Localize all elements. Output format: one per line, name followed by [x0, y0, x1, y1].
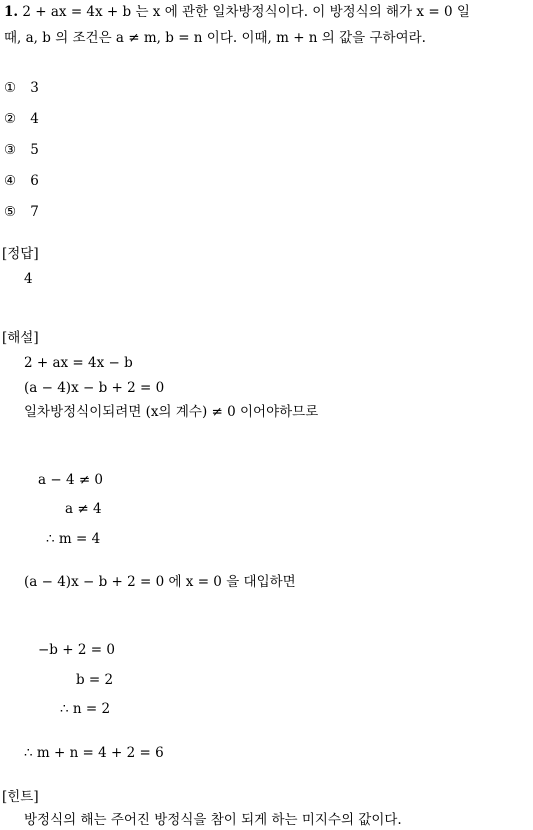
- choice-5-value: 7: [30, 204, 39, 220]
- explanation-line-2: (a − 4)x − b + 2 = 0: [24, 380, 165, 396]
- problem-line-1: [4, 2, 470, 22]
- choice-5-mark: ⑤: [4, 204, 17, 220]
- explanation-line-6: ∴ m = 4: [46, 531, 101, 547]
- explanation-line-1: 2 + ax = 4x − b: [24, 355, 133, 371]
- answer-value: 4: [24, 271, 33, 287]
- problem-text-1: 2 + ax = 4x + b 는 x 에 관한 일차방정식이다. 이 방정식의 해가 x = 0 일: [22, 4, 470, 20]
- choice-1-mark: ①: [4, 80, 17, 96]
- explanation-line-8: −b + 2 = 0: [38, 642, 115, 658]
- choice-3-value: 5: [30, 142, 39, 158]
- answer-label: [정답]: [2, 246, 39, 262]
- choice-4[interactable]: [4, 171, 39, 191]
- explanation-line-5: a ≠ 4: [65, 501, 102, 517]
- explanation-line-10: ∴ n = 2: [60, 701, 111, 717]
- explanation-line-4: a − 4 ≠ 0: [38, 472, 104, 488]
- choice-3[interactable]: [4, 140, 39, 160]
- choice-1-value: 3: [30, 80, 39, 96]
- explanation-label: [해설]: [2, 330, 39, 346]
- choice-3-mark: ③: [4, 142, 17, 158]
- problem-number: 1.: [4, 4, 19, 20]
- choice-4-mark: ④: [4, 173, 17, 189]
- problem-line-2: 때, a, b 의 조건은 a ≠ m, b = n 이다. 이때, m + n 의 값을 구하여라.: [4, 30, 426, 46]
- explanation-line-9: b = 2: [76, 672, 114, 688]
- choice-2-value: 4: [30, 111, 39, 127]
- explanation-conclusion: ∴ m + n = 4 + 2 = 6: [24, 745, 164, 761]
- choice-5[interactable]: [4, 202, 39, 222]
- choice-1[interactable]: [4, 78, 39, 98]
- hint-text: 방정식의 해는 주어진 방정식을 참이 되게 하는 미지수의 값이다.: [24, 812, 402, 828]
- choice-2[interactable]: [4, 109, 39, 129]
- choice-2-mark: ②: [4, 111, 17, 127]
- explanation-line-7: (a − 4)x − b + 2 = 0 에 x = 0 을 대입하면: [24, 574, 296, 590]
- choice-4-value: 6: [30, 173, 39, 189]
- explanation-line-3: 일차방정식이되려면 (x의 계수) ≠ 0 이어야하므로: [24, 404, 319, 420]
- hint-label: [힌트]: [2, 789, 39, 805]
